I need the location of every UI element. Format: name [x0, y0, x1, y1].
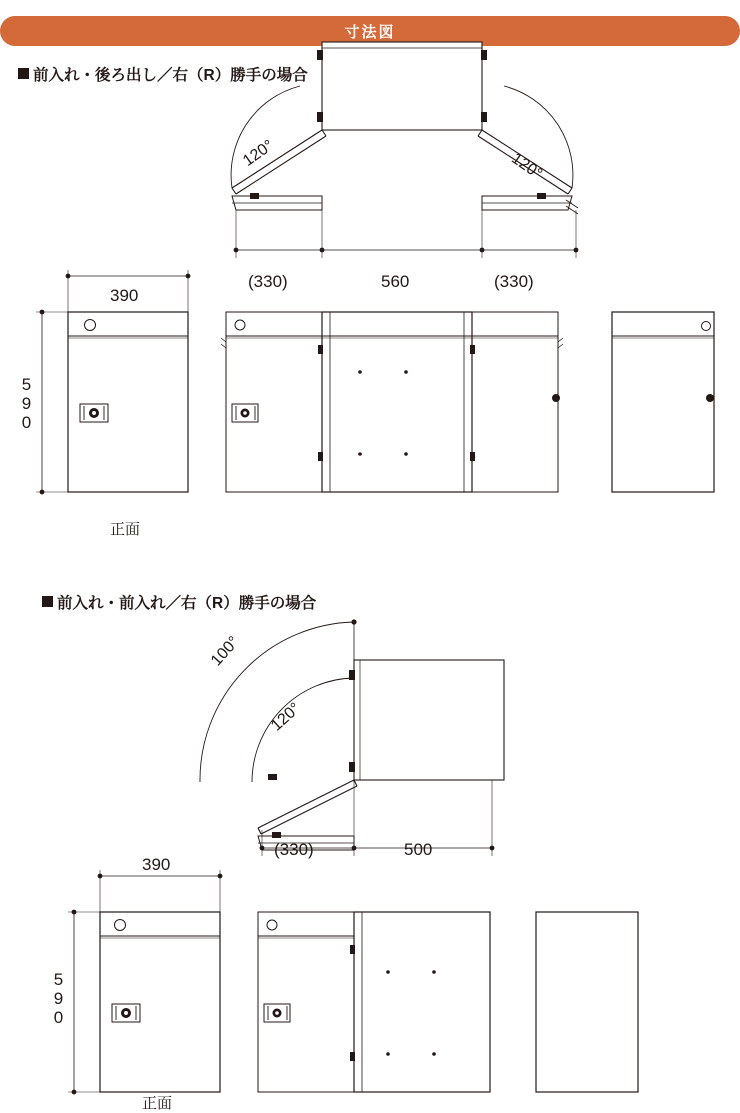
section-1-heading-text: 前入れ・後ろ出し／右（R）勝手の場合 [33, 67, 308, 84]
section-2-angle-inner: 120° [268, 699, 304, 735]
section-2-heading-text: 前入れ・前入れ／右（R）勝手の場合 [57, 595, 317, 612]
section-2-plan-dim-right: 500 [404, 840, 433, 859]
section-1-front-caption: 正面 [110, 521, 141, 538]
section-2-front-width: 390 [142, 855, 171, 874]
section-2-plan-dim-left: (330) [274, 840, 314, 859]
section-2-angle-outer: 100° [208, 633, 243, 670]
section-1-plan-dim-left: (330) [248, 272, 288, 291]
section-1-front-width: 390 [110, 286, 139, 305]
section-2-drawings [0, 560, 740, 1111]
section-2-svg [0, 560, 740, 1111]
section-1-front-height: 590 [17, 375, 36, 432]
page-title: 寸法図 [344, 23, 396, 41]
section-1-plan-dim-center: 560 [381, 272, 410, 291]
section-1-plan-dim-right: (330) [494, 272, 534, 291]
section-1-angle-right: 120° [508, 150, 546, 183]
section-2-front-height: 590 [49, 970, 68, 1027]
section-2-front-caption: 正面 [142, 1095, 173, 1112]
section-1-angle-left: 120° [240, 137, 277, 170]
